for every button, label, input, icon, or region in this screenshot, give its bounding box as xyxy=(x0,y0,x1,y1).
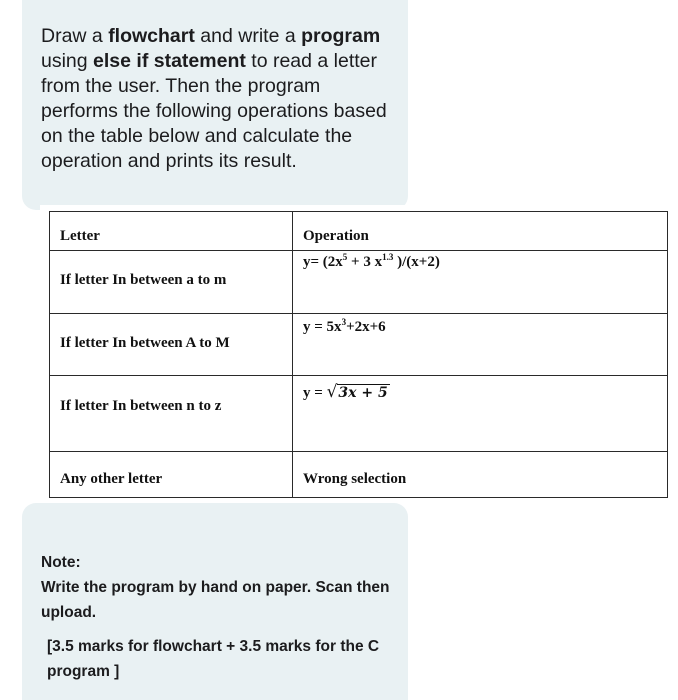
letter-cell: If letter In between a to m xyxy=(50,250,293,313)
marks-breakdown: [3.5 marks for flowchart + 3.5 marks for the C program ] xyxy=(47,638,380,680)
letter-cell: Any other letter xyxy=(50,452,293,498)
square-root-expression: √3x + 5 xyxy=(326,381,388,402)
operation-column-header: Operation xyxy=(293,212,668,251)
letter-cell: If letter In between A to M xyxy=(50,313,293,375)
question-intro: Draw a flowchart and write a program using else if statement to read a letter from the user. Then the program performs the following operations based on the table below and calculate the operation and prints its result. xyxy=(41,25,387,172)
letter-cell: If letter In between n to z xyxy=(50,375,293,451)
letter-column-header: Letter xyxy=(50,212,293,251)
operation-cell: $y = 5x^3+2x+6$ xyxy=(293,313,668,375)
operation-cell: y = √3x + 5 xyxy=(293,375,668,451)
operation-cell: $y= (2x^5 + 3$ $x^{1.3}$ )/(x+2) xyxy=(293,250,668,313)
table-row xyxy=(50,375,668,451)
table-row xyxy=(50,313,668,375)
note-body: Write the program by hand on paper. Scan then upload. xyxy=(41,579,390,621)
table-header-row xyxy=(50,212,668,251)
operations-table-image xyxy=(40,205,668,503)
table-row xyxy=(50,250,668,313)
else-if-keyword: else if statement xyxy=(93,50,246,72)
operation-cell: Wrong selection xyxy=(293,452,668,498)
flowchart-keyword: flowchart xyxy=(108,25,195,47)
operations-table xyxy=(49,211,668,498)
note-heading: Note: xyxy=(41,554,81,571)
table-row xyxy=(50,452,668,498)
program-keyword: program xyxy=(301,25,381,47)
